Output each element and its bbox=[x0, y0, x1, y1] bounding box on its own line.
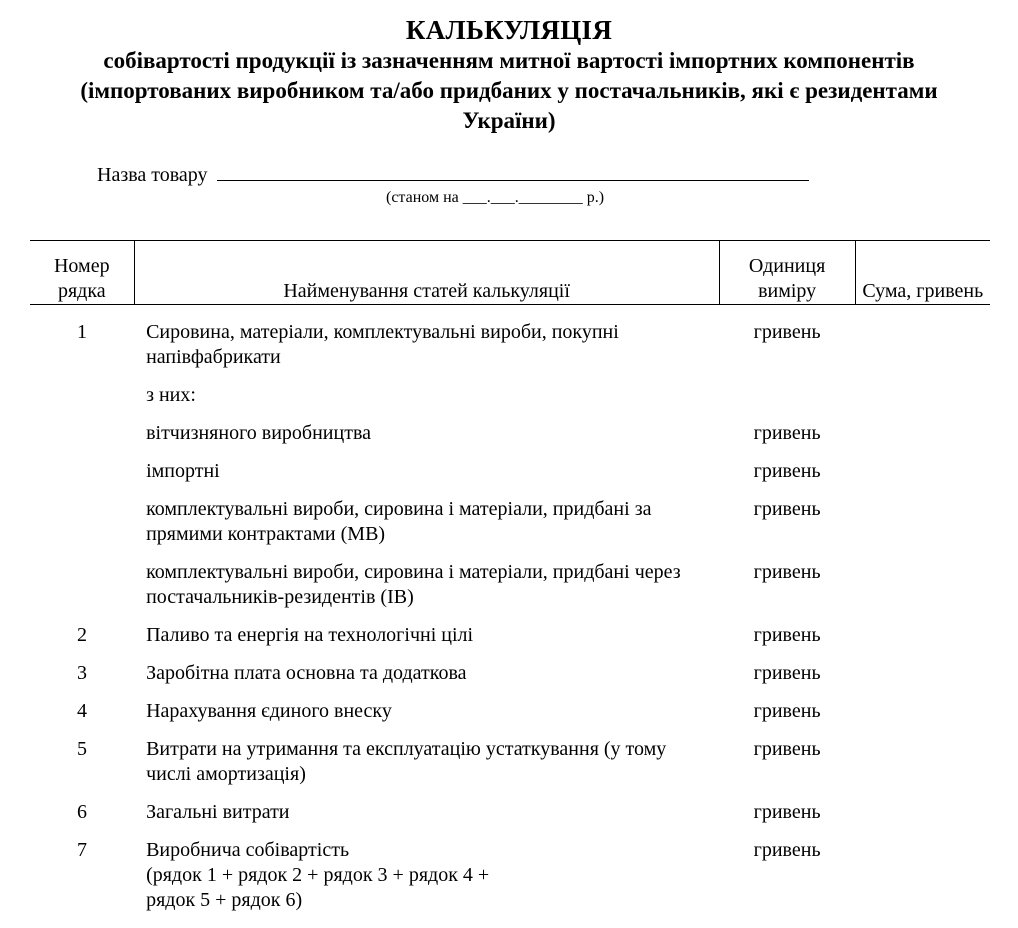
product-name-label: Назва товару bbox=[97, 164, 208, 186]
row-sum[interactable] bbox=[855, 408, 990, 446]
row-number bbox=[30, 484, 134, 547]
document-subtitle: собівартості продукції із зазначенням митної вартості імпортних компонентів (імпортованих виробником та/або придбаних у постачальників, які є резидентами України) bbox=[80, 48, 938, 133]
row-item-name: Витрати на утримання та експлуатацію устаткування (у тому числі амортизація) bbox=[146, 738, 667, 785]
row-unit: гривень bbox=[753, 700, 821, 722]
row-item-name: Заробітна плата основна та додаткова bbox=[146, 662, 467, 684]
row-number: 6 bbox=[77, 801, 88, 823]
row-number bbox=[30, 370, 134, 408]
row-unit: гривень bbox=[753, 498, 821, 520]
header-name: Найменування статей калькуляції bbox=[134, 241, 719, 305]
table-row bbox=[30, 825, 990, 913]
header-number: Номер рядка bbox=[30, 241, 134, 305]
date-line: (станом на ___.___.________ р.) bbox=[386, 189, 605, 206]
table-row bbox=[30, 787, 990, 825]
table-row bbox=[30, 686, 990, 724]
table-row bbox=[30, 484, 990, 547]
row-number: 3 bbox=[77, 662, 88, 684]
row-number: 1 bbox=[77, 321, 88, 343]
row-sum[interactable] bbox=[855, 648, 990, 686]
row-sum[interactable] bbox=[855, 610, 990, 648]
row-item-name: Загальні витрати bbox=[146, 801, 290, 823]
row-number bbox=[30, 547, 134, 610]
row-sum[interactable] bbox=[855, 787, 990, 825]
row-sum[interactable] bbox=[855, 305, 990, 371]
row-unit: гривень bbox=[753, 460, 821, 482]
row-item-name: Паливо та енергія на технологічні цілі bbox=[146, 624, 474, 646]
table-body bbox=[30, 305, 990, 914]
document-title: КАЛЬКУЛЯЦІЯ bbox=[405, 15, 613, 45]
table-row bbox=[30, 724, 990, 787]
row-number bbox=[30, 446, 134, 484]
table-row bbox=[30, 446, 990, 484]
row-sum[interactable] bbox=[855, 724, 990, 787]
product-name-line bbox=[97, 160, 809, 188]
row-sum[interactable] bbox=[855, 370, 990, 408]
table-row bbox=[30, 408, 990, 446]
row-unit: гривень bbox=[753, 624, 821, 646]
row-item-name: Виробнича собівартість (рядок 1 + рядок 2 + рядок 3 + рядок 4 + рядок 5 + рядок 6) bbox=[146, 839, 490, 911]
row-unit bbox=[719, 370, 855, 408]
header-unit: Одиниця виміру bbox=[719, 241, 855, 305]
row-item-name: імпортні bbox=[146, 460, 220, 482]
row-number: 7 bbox=[77, 839, 88, 861]
row-number: 5 bbox=[77, 738, 88, 760]
row-unit: гривень bbox=[753, 662, 821, 684]
row-sum[interactable] bbox=[855, 547, 990, 610]
row-unit: гривень bbox=[753, 839, 821, 861]
table-row bbox=[30, 547, 990, 610]
row-unit: гривень bbox=[753, 422, 821, 444]
row-unit: гривень bbox=[753, 801, 821, 823]
row-sum[interactable] bbox=[855, 825, 990, 913]
table-header-row bbox=[30, 241, 990, 305]
row-item-name: вітчизняного виробництва bbox=[146, 422, 372, 444]
header-sum: Сума, гривень bbox=[855, 241, 990, 305]
row-number: 4 bbox=[77, 700, 88, 722]
row-item-name: комплектувальні вироби, сировина і матеріали, придбані через постачальників-резидентів (ІВ) bbox=[146, 561, 681, 608]
calculation-table bbox=[30, 240, 990, 913]
row-unit: гривень bbox=[753, 321, 821, 343]
row-number bbox=[30, 408, 134, 446]
table-row bbox=[30, 648, 990, 686]
row-item-name: комплектувальні вироби, сировина і матеріали, придбані за прямими контрактами (МВ) bbox=[146, 498, 652, 545]
row-item-name: Нарахування єдиного внеску bbox=[146, 700, 392, 722]
table-row bbox=[30, 370, 990, 408]
product-name-field[interactable] bbox=[217, 160, 809, 181]
row-unit: гривень bbox=[753, 738, 821, 760]
row-sum[interactable] bbox=[855, 446, 990, 484]
row-item-name: Сировина, матеріали, комплектувальні вироби, покупні напівфабрикати bbox=[146, 321, 619, 368]
row-item-name: з них: bbox=[146, 384, 196, 406]
table-row bbox=[30, 610, 990, 648]
document-header bbox=[0, 14, 1018, 136]
row-unit: гривень bbox=[753, 561, 821, 583]
row-sum[interactable] bbox=[855, 686, 990, 724]
row-sum[interactable] bbox=[855, 484, 990, 547]
table-row bbox=[30, 305, 990, 371]
row-number: 2 bbox=[77, 624, 88, 646]
